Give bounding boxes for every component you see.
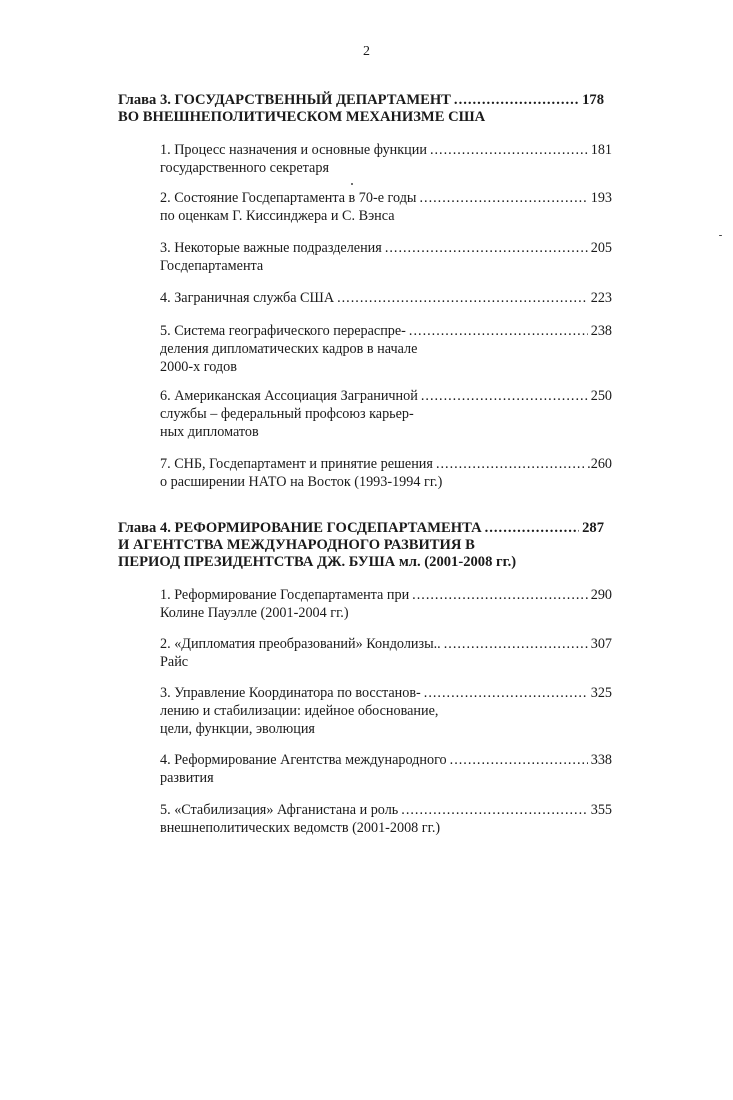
dot-leader xyxy=(337,289,588,307)
dot-leader xyxy=(419,189,587,207)
entry-page: .260 xyxy=(587,456,612,472)
toc-entry-3-7 xyxy=(160,455,612,491)
entry-page: 290 xyxy=(590,587,612,603)
chapter-heading-line xyxy=(118,92,604,109)
entry-page: 223 xyxy=(590,290,612,306)
dot-leader xyxy=(412,586,588,604)
entry-title: 5. Система географического перераспре- xyxy=(160,323,406,339)
toc-entry-4-3 xyxy=(160,684,612,738)
dot-leader xyxy=(409,322,588,340)
toc-entry-3-3 xyxy=(160,239,612,275)
entry-page: 307 xyxy=(590,636,612,652)
entry-page: 250 xyxy=(590,388,612,404)
chapter-page: 178 xyxy=(582,92,604,108)
entry-title: 2. «Дипломатия преобразований» Кондолизы.. xyxy=(160,636,441,652)
chapter-title-cont: И АГЕНТСТВА МЕЖДУНАРОДНОГО РАЗВИТИЯ В xyxy=(118,537,475,553)
dot-leader xyxy=(485,520,580,537)
chapter-4-heading xyxy=(118,520,604,571)
scan-speck xyxy=(719,235,722,236)
dot-leader xyxy=(424,684,588,702)
toc-entry-3-1 xyxy=(160,141,612,177)
toc-entry-3-4 xyxy=(160,289,612,307)
entry-title-cont: Госдепартамента xyxy=(160,258,264,274)
chapter-title: Глава 3. ГОСУДАРСТВЕННЫЙ ДЕПАРТАМЕНТ xyxy=(118,92,451,108)
entry-title-cont: о расширении НАТО на Восток (1993-1994 гг.) xyxy=(160,474,443,490)
page-number: 2 xyxy=(363,44,370,59)
toc-entry-4-1 xyxy=(160,586,612,622)
entry-page: 355 xyxy=(590,802,612,818)
chapter-title-cont: ВО ВНЕШНЕПОЛИТИЧЕСКОМ МЕХАНИЗМЕ США xyxy=(118,109,486,125)
entry-title-cont: по оценкам Г. Киссинджера и С. Вэнса xyxy=(160,208,395,224)
entry-page: 181 xyxy=(590,142,612,158)
entry-page: 193 xyxy=(590,190,612,206)
entry-page: 238 xyxy=(590,323,612,339)
entry-title: 3. Некоторые важные подразделения xyxy=(160,240,382,256)
chapter-title-cont: ПЕРИОД ПРЕЗИДЕНТСТВА ДЖ. БУША мл. (2001-2008 гг.) xyxy=(118,554,517,570)
entry-title-cont: государственного секретаря xyxy=(160,160,329,176)
dot-leader xyxy=(450,751,588,769)
entry-title: 7. СНБ, Госдепартамент и принятие решения xyxy=(160,456,433,472)
toc-entry-4-2 xyxy=(160,635,612,671)
entry-title: 6. Американская Ассоциация Заграничной xyxy=(160,388,418,404)
entry-title: 3. Управление Координатора по восстанов- xyxy=(160,685,421,701)
dot-leader xyxy=(385,239,588,257)
entry-title: 4. Реформирование Агентства международного xyxy=(160,752,447,768)
chapter-title: Глава 4. РЕФОРМИРОВАНИЕ ГОСДЕПАРТАМЕНТА xyxy=(118,520,482,536)
entry-title: 5. «Стабилизация» Афганистана и роль xyxy=(160,802,399,818)
entry-title-cont: службы – федеральный профсоюз карьер- xyxy=(160,406,414,422)
dot-leader xyxy=(430,141,588,159)
entry-title: 1. Реформирование Госдепартамента при xyxy=(160,587,410,603)
toc-entry-3-2 xyxy=(160,189,612,225)
entry-title-cont: ных дипломатов xyxy=(160,424,259,440)
toc-entry-4-5 xyxy=(160,801,612,837)
entry-title: 4. Заграничная служба США xyxy=(160,290,335,306)
scan-speck xyxy=(351,183,353,185)
chapter-heading-line xyxy=(118,520,604,537)
entry-page: 338 xyxy=(590,752,612,768)
dot-leader xyxy=(421,387,588,405)
entry-page: 325 xyxy=(590,685,612,701)
entry-page: 205 xyxy=(590,240,612,256)
dot-leader xyxy=(454,92,579,109)
entry-title-cont: цели, функции, эволюция xyxy=(160,721,315,737)
dot-leader xyxy=(444,635,588,653)
toc-entry-4-4 xyxy=(160,751,612,787)
dot-leader xyxy=(436,455,584,473)
toc-entry-3-5 xyxy=(160,322,612,376)
entry-title-cont: Колине Пауэлле (2001-2004 гг.) xyxy=(160,605,349,621)
entry-title-cont: 2000-х годов xyxy=(160,359,237,375)
dot-leader xyxy=(401,801,587,819)
chapter-3-heading xyxy=(118,92,604,126)
entry-title-cont: развития xyxy=(160,770,214,786)
entry-title-cont: деления дипломатических кадров в начале xyxy=(160,341,418,357)
toc-entry-3-6 xyxy=(160,387,612,441)
entry-title-cont: лению и стабилизации: идейное обоснование, xyxy=(160,703,439,719)
entry-title: 2. Состояние Госдепартамента в 70-е годы xyxy=(160,190,417,206)
entry-title-cont: Райс xyxy=(160,654,189,670)
entry-title-cont: внешнеполитических ведомств (2001-2008 гг.) xyxy=(160,820,441,836)
chapter-page: 287 xyxy=(582,520,604,536)
entry-title: 1. Процесс назначения и основные функции xyxy=(160,142,427,158)
